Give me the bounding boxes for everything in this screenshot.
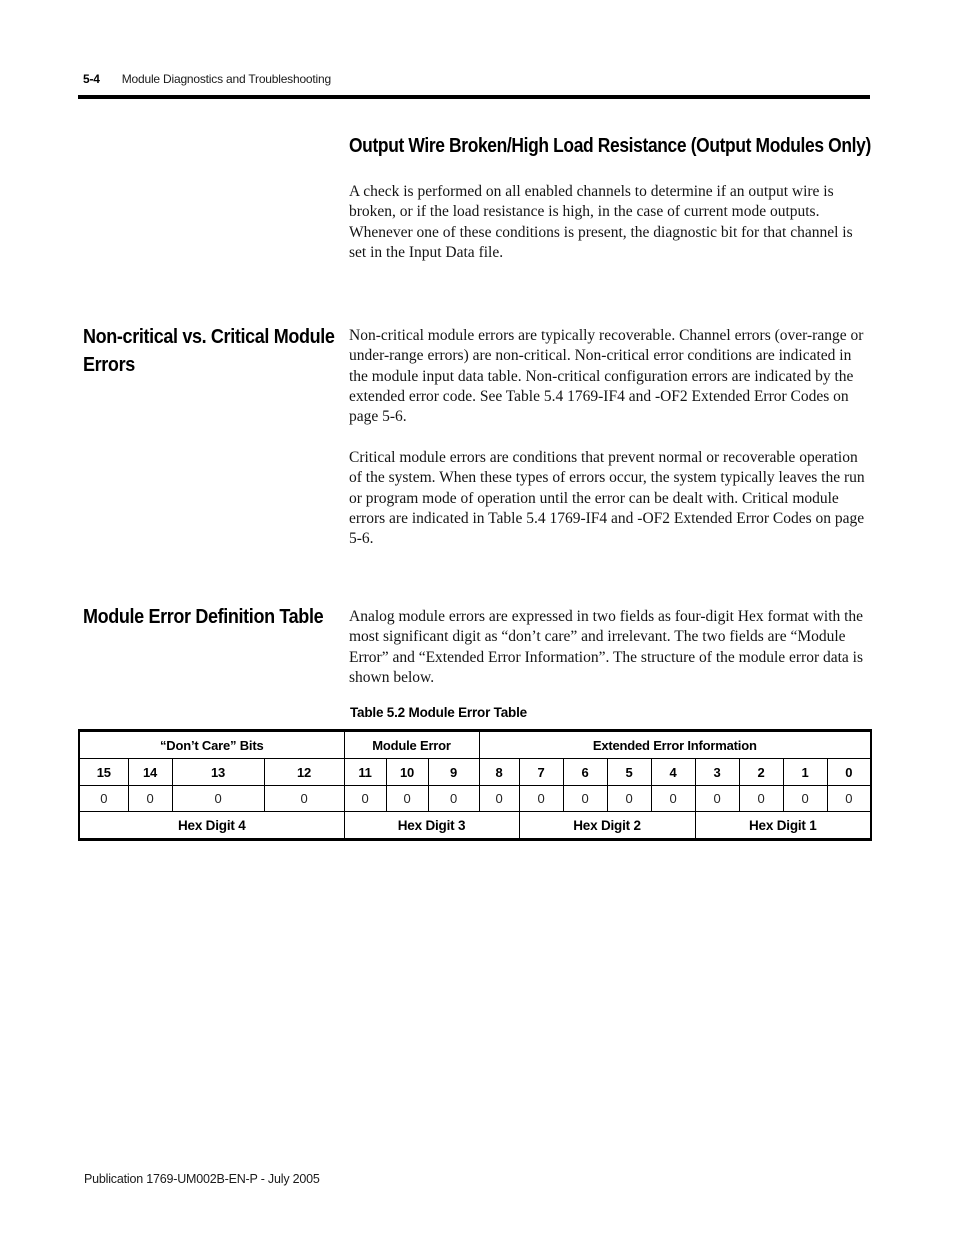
bit-label: 1 [783,759,827,786]
bit-label: 6 [563,759,607,786]
table-group-header-row [79,731,871,759]
hex-digit-1: Hex Digit 1 [695,812,871,840]
hex-digit-3: Hex Digit 3 [344,812,519,840]
bit-value: 0 [128,786,172,812]
bit-label: 5 [607,759,651,786]
chapter-title: Module Diagnostics and Troubleshooting [121,72,331,86]
bit-value: 0 [479,786,519,812]
bit-label: 0 [827,759,871,786]
bit-label: 3 [695,759,739,786]
table-hex-digit-row [79,812,871,840]
paragraph-output-wire: A check is performed on all enabled channels to determine if an output wire is broken, or if the load resistance is high, in the case of current mode outputs. Whenever one of these conditions is present, the diagnostic bit for that channel is set in the Input Data file. [349,183,853,261]
table-bit-number-row [79,759,871,786]
bit-label: 15 [79,759,128,786]
paragraph-noncritical-2: Critical module errors are conditions that prevent normal or recoverable operation of the system. When these types of errors occur, the system typically leaves the run or program mode of operation until the error can be dealt with. Critical module errors are indicated in Table 5.4 1769-IF4 and -OF2 Extended Error Codes on page 5-6. [349,449,865,548]
module-error-table [78,729,872,841]
table-bit-value-row [79,786,871,812]
bit-label: 7 [519,759,563,786]
bit-label: 12 [264,759,344,786]
hex-digit-4: Hex Digit 4 [79,812,344,840]
page-number: 5-4 [83,72,100,86]
bit-value: 0 [563,786,607,812]
bit-value: 0 [651,786,695,812]
publication-footer: Publication 1769-UM002B-EN-P - July 2005 [84,1172,320,1186]
bit-label: 11 [344,759,386,786]
group-module-error: Module Error [344,731,479,759]
section-heading-definition: Module Error Definition Table [83,606,324,628]
bit-value: 0 [264,786,344,812]
bit-label: 2 [739,759,783,786]
section-heading-output-wire: Output Wire Broken/High Load Resistance (Output Modules Only) [349,135,871,157]
bit-value: 0 [519,786,563,812]
bit-value: 0 [428,786,479,812]
paragraph-noncritical-1: Non-critical module errors are typically recoverable. Channel errors (over-range or under-range errors) are non-critical. Non-critical error conditions are indicated in the module input data table. Non-critical configuration errors are indicated by the extended error code. See Table 5.4 1769-IF4 and -OF2 Extended Error Codes on page 5-6. [349,327,864,426]
bit-value: 0 [79,786,128,812]
bit-value: 0 [607,786,651,812]
bit-label: 10 [386,759,428,786]
section-heading-noncritical: Non-critical vs. Critical Module Errors [83,326,335,376]
bit-value: 0 [827,786,871,812]
bit-value: 0 [386,786,428,812]
group-dont-care-bits: “Don’t Care” Bits [79,731,344,759]
paragraph-definition: Analog module errors are expressed in two fields as four-digit Hex format with the most significant digit as “don’t care” and irrelevant. The two fields are “Module Error” and “Extended Error Information”. The structure of the module error data is shown below. [349,608,864,686]
header-rule [78,95,870,99]
running-header [83,72,331,86]
bit-label: 13 [172,759,264,786]
bit-value: 0 [695,786,739,812]
hex-digit-2: Hex Digit 2 [519,812,695,840]
bit-label: 4 [651,759,695,786]
bit-label: 14 [128,759,172,786]
bit-value: 0 [172,786,264,812]
bit-value: 0 [344,786,386,812]
table-caption: Table 5.2 Module Error Table [350,705,527,720]
bit-value: 0 [739,786,783,812]
group-extended-error-info: Extended Error Information [479,731,871,759]
bit-label: 8 [479,759,519,786]
bit-label: 9 [428,759,479,786]
bit-value: 0 [783,786,827,812]
